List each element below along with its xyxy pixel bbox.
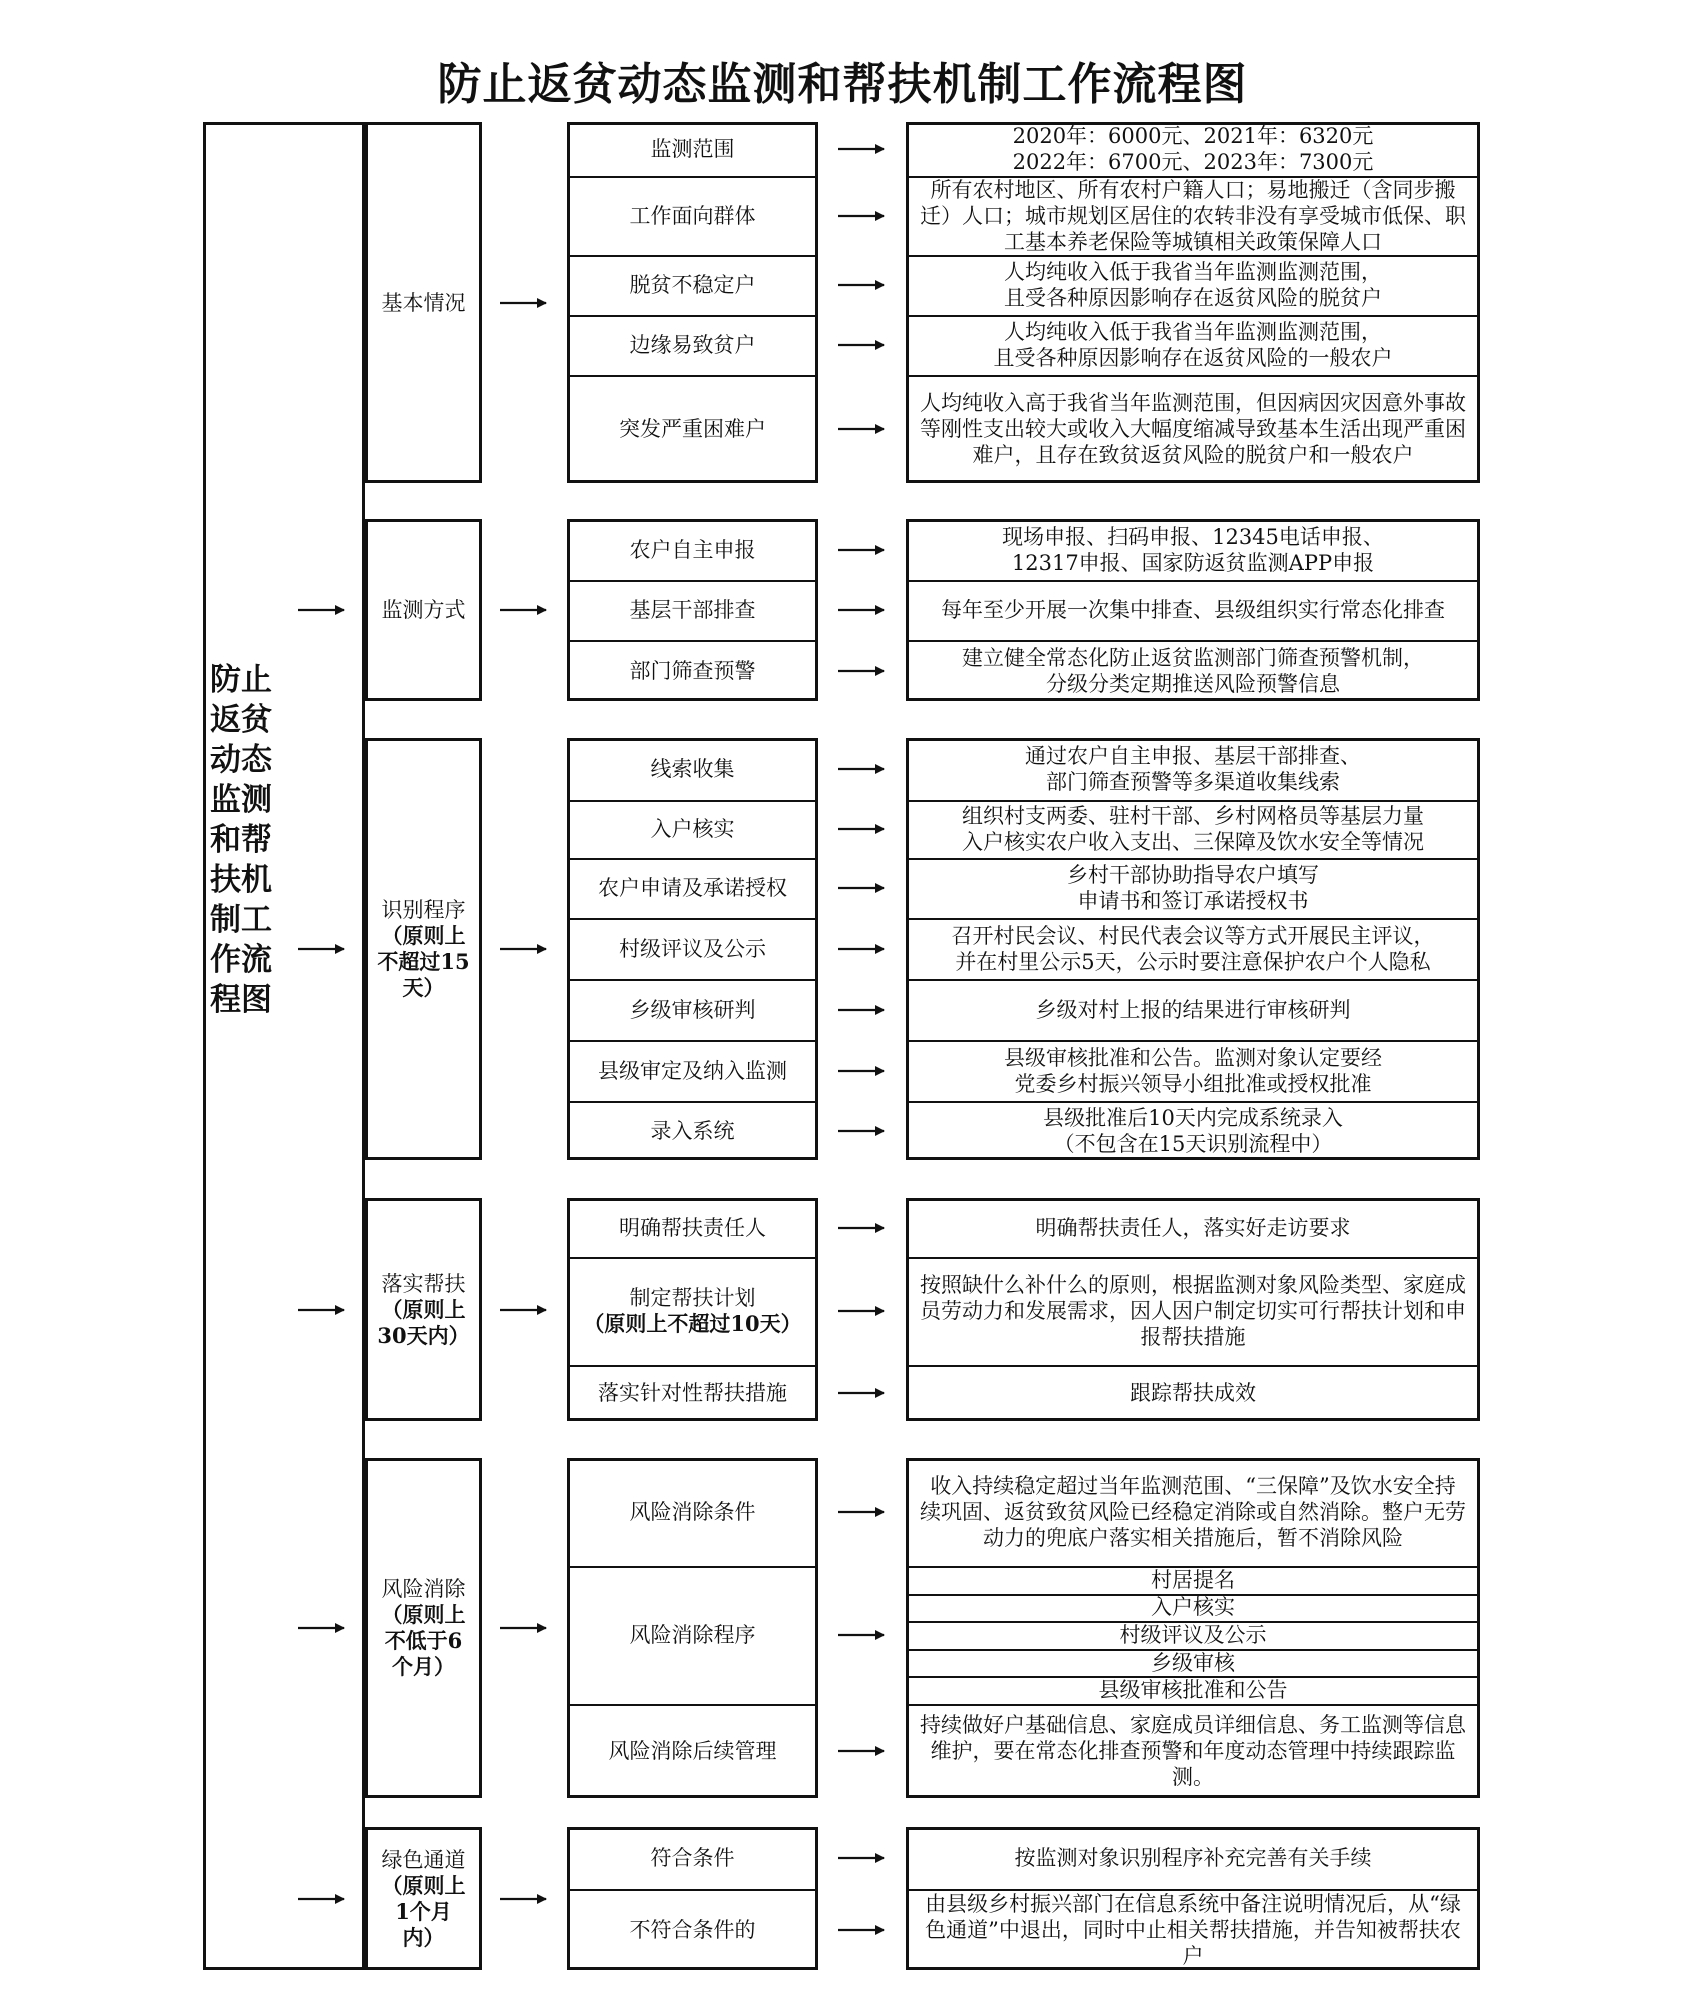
step-cell bbox=[567, 1040, 818, 1101]
description-cell: 乡级对村上报的结果进行审核研判 bbox=[1035, 997, 1351, 1022]
step-label: 明确帮扶责任人 bbox=[619, 1215, 766, 1240]
arrow-to-description bbox=[838, 663, 886, 679]
step-cell bbox=[567, 519, 818, 580]
step-label: 符合条件 bbox=[650, 1846, 735, 1870]
section-duration-note: （原则上 不超过15 天） bbox=[377, 923, 470, 1000]
step-label: 制定帮扶计划 bbox=[629, 1286, 756, 1310]
step-label: 监测范围 bbox=[650, 137, 735, 161]
step-label: 落实针对性帮扶措施 bbox=[598, 1381, 787, 1405]
step-label: 线索收集 bbox=[650, 757, 735, 781]
arrow-to-description bbox=[838, 1385, 886, 1401]
step-cell bbox=[567, 1704, 818, 1798]
step-label: 突发严重困难户 bbox=[619, 417, 766, 441]
description-cell: 人均纯收入低于我省当年监测监测范围， 且受各种原因影响存在返贫风险的脱贫户 bbox=[1004, 260, 1382, 310]
arrow-to-description bbox=[838, 1002, 886, 1018]
description-list-item: 入户核实 bbox=[1151, 1595, 1235, 1620]
section-duration-note: （原则上 1个月 内） bbox=[381, 1872, 466, 1950]
step-cell bbox=[567, 1566, 818, 1704]
section-name: 识别程序 bbox=[381, 898, 466, 922]
step-label: 入户核实 bbox=[650, 817, 735, 841]
side-title-frame bbox=[203, 122, 280, 1970]
step-cell bbox=[567, 375, 818, 483]
step-cell bbox=[567, 122, 818, 176]
arrow-to-section bbox=[298, 602, 346, 618]
section-category bbox=[365, 122, 482, 483]
arrow-to-description bbox=[838, 1504, 886, 1520]
step-label: 乡级审核研判 bbox=[629, 997, 756, 1022]
arrow-to-steps bbox=[500, 1620, 548, 1636]
arrow-column-frame bbox=[277, 122, 365, 1970]
step-cell bbox=[567, 1101, 818, 1160]
step-label: 边缘易致贫户 bbox=[629, 333, 756, 357]
section-name: 落实帮扶 bbox=[381, 1271, 466, 1296]
step-label: 风险消除程序 bbox=[629, 1623, 756, 1647]
step-label: 农户申请及承诺授权 bbox=[598, 876, 787, 900]
description-list-item: 县级审核批准和公告 bbox=[1098, 1678, 1288, 1703]
step-cell bbox=[567, 1365, 818, 1421]
arrow-to-description bbox=[838, 208, 886, 224]
description-cell: 收入持续稳定超过当年监测范围、“三保障”及饮水安全持续巩固、返贫致贫风险已经稳定消除或自然消除。整户无劳动力的兜底户落实相关措施后，暂不消除风险 bbox=[920, 1474, 1466, 1550]
section-duration-note: （原则上 30天内） bbox=[377, 1296, 470, 1348]
description-cell: 明确帮扶责任人，落实好走访要求 bbox=[1035, 1215, 1351, 1240]
step-cell bbox=[567, 800, 818, 858]
section-category bbox=[365, 1198, 482, 1421]
step-cell bbox=[567, 1827, 818, 1889]
description-cell: 现场申报、扫码申报、12345电话申报、 12317申报、国家防返贫监测APP申报 bbox=[1002, 524, 1384, 575]
arrow-to-description bbox=[838, 1220, 886, 1236]
arrow-to-steps bbox=[500, 602, 548, 618]
arrow-to-description bbox=[838, 1303, 886, 1319]
arrow-to-description bbox=[838, 337, 886, 353]
step-cell bbox=[567, 176, 818, 255]
arrow-to-description bbox=[838, 602, 886, 618]
description-cell: 按照缺什么补什么的原则，根据监测对象风险类型、家庭成员劳动力和发展需求，因人因户制定切实可行帮扶计划和申报帮扶措施 bbox=[920, 1273, 1466, 1349]
description-list-item: 乡级审核 bbox=[1151, 1650, 1235, 1675]
arrow-to-description bbox=[838, 1743, 886, 1759]
description-cell: 建立健全常态化防止返贫监测部门筛查预警机制， 分级分类定期推送风险预警信息 bbox=[962, 645, 1424, 696]
description-cell: 召开村民会议、村民代表会议等方式开展民主评议， 并在村里公示5天，公示时要注意保护农户个人隐私 bbox=[951, 923, 1435, 974]
description-cell: 2020年：6000元、2021年：6320元 2022年：6700元、2023年：7300元 bbox=[1012, 124, 1374, 174]
description-cell: 组织村支两委、驻村干部、乡村网格员等基层力量 入户核实农户收入支出、三保障及饮水安全等情况 bbox=[962, 804, 1424, 854]
arrow-to-description bbox=[838, 1922, 886, 1938]
step-cell bbox=[567, 738, 818, 800]
arrow-to-description bbox=[838, 1850, 886, 1866]
step-cell bbox=[567, 1198, 818, 1257]
section-category bbox=[365, 738, 482, 1160]
step-cell bbox=[567, 979, 818, 1040]
step-cell bbox=[567, 1458, 818, 1566]
step-cell bbox=[567, 1889, 818, 1970]
side-title: 防止返贫动态监测和帮扶机制工作流程图 bbox=[210, 662, 272, 1018]
description-list-item: 村居提名 bbox=[1151, 1567, 1235, 1592]
step-cell bbox=[567, 640, 818, 701]
arrow-to-description bbox=[838, 761, 886, 777]
arrow-to-steps bbox=[500, 941, 548, 957]
arrow-to-description bbox=[838, 421, 886, 437]
step-cell bbox=[567, 858, 818, 918]
step-cell bbox=[567, 580, 818, 640]
arrow-to-description bbox=[838, 821, 886, 837]
step-label: 村级评议及公示 bbox=[619, 936, 766, 961]
step-label: 县级审定及纳入监测 bbox=[598, 1058, 787, 1083]
description-cell: 人均纯收入高于我省当年监测范围，但因病因灾因意外事故等刚性支出较大或收入大幅度缩减导致基本生活出现严重困难户，且存在致贫返贫风险的脱贫户和一般农户 bbox=[920, 391, 1466, 467]
arrow-to-section bbox=[298, 941, 346, 957]
arrow-to-description bbox=[838, 941, 886, 957]
step-label: 脱贫不稳定户 bbox=[629, 273, 756, 297]
description-cell: 持续做好户基础信息、家庭成员详细信息、务工监测等信息维护，要在常态化排查预警和年度动态管理中持续跟踪监测。 bbox=[920, 1713, 1466, 1789]
arrow-to-section bbox=[298, 1620, 346, 1636]
section-category bbox=[365, 1827, 482, 1970]
section-category bbox=[365, 519, 482, 701]
arrow-to-description bbox=[838, 542, 886, 558]
step-label: 不符合条件的 bbox=[629, 1917, 756, 1942]
section-name: 监测方式 bbox=[381, 598, 466, 622]
section-name: 风险消除 bbox=[381, 1577, 466, 1601]
arrow-to-description bbox=[838, 141, 886, 157]
arrow-to-steps bbox=[500, 295, 548, 311]
section-name: 绿色通道 bbox=[381, 1847, 466, 1872]
arrow-to-section bbox=[298, 1891, 346, 1907]
description-cell: 通过农户自主申报、基层干部排查、 部门筛查预警等多渠道收集线索 bbox=[1025, 744, 1361, 794]
arrow-to-description bbox=[838, 1627, 886, 1643]
description-cell: 人均纯收入低于我省当年监测监测范围， 且受各种原因影响存在返贫风险的一般农户 bbox=[993, 320, 1393, 370]
step-label: 工作面向群体 bbox=[629, 203, 756, 228]
step-cell bbox=[567, 255, 818, 315]
arrow-to-steps bbox=[500, 1891, 548, 1907]
description-cell: 跟踪帮扶成效 bbox=[1130, 1381, 1256, 1405]
arrow-to-description bbox=[838, 880, 886, 896]
description-cell: 由县级乡村振兴部门在信息系统中备注说明情况后，从“绿色通道”中退出，同时中止相关帮扶措施，并告知被帮扶农户 bbox=[925, 1891, 1461, 1968]
section-category bbox=[365, 1458, 482, 1798]
arrow-to-description bbox=[838, 1123, 886, 1139]
step-label: 农户自主申报 bbox=[629, 537, 756, 562]
step-label: 录入系统 bbox=[650, 1118, 735, 1143]
description-cell: 所有农村地区、所有农村户籍人口；易地搬迁（含同步搬迁）人口；城市规划区居住的农转非没有享受城市低保、职工基本养老保险等城镇相关政策保障人口 bbox=[920, 177, 1466, 254]
step-label: 部门筛查预警 bbox=[629, 658, 756, 683]
description-cell: 乡村干部协助指导农户填写 申请书和签订承诺授权书 bbox=[1067, 863, 1319, 913]
page-title: 防止返贫动态监测和帮扶机制工作流程图 bbox=[437, 59, 1248, 110]
section-name: 基本情况 bbox=[381, 290, 466, 315]
step-label: 风险消除条件 bbox=[629, 1500, 756, 1524]
step-label: 基层干部排查 bbox=[629, 598, 756, 622]
description-cell: 县级审核批准和公告。监测对象认定要经 党委乡村振兴领导小组批准或授权批准 bbox=[1004, 1045, 1382, 1096]
section-duration-note: （原则上 不低于6 个月） bbox=[381, 1602, 466, 1679]
step-cell bbox=[567, 1257, 818, 1365]
arrow-to-steps bbox=[500, 1302, 548, 1318]
description-cell: 按监测对象识别程序补充完善有关手续 bbox=[1014, 1846, 1372, 1870]
arrow-to-section bbox=[298, 1302, 346, 1318]
step-label: 风险消除后续管理 bbox=[608, 1739, 777, 1763]
description-cell: 每年至少开展一次集中排查、县级组织实行常态化排查 bbox=[941, 598, 1445, 622]
arrow-to-description bbox=[838, 277, 886, 293]
step-cell bbox=[567, 315, 818, 375]
description-list-item: 村级评议及公示 bbox=[1119, 1622, 1267, 1647]
step-duration-note: （原则上不超过10天） bbox=[583, 1311, 802, 1336]
description-cell: 县级批准后10天内完成系统录入 （不包含在15天识别流程中） bbox=[1043, 1105, 1343, 1156]
step-cell bbox=[567, 918, 818, 979]
arrow-to-description bbox=[838, 1063, 886, 1079]
